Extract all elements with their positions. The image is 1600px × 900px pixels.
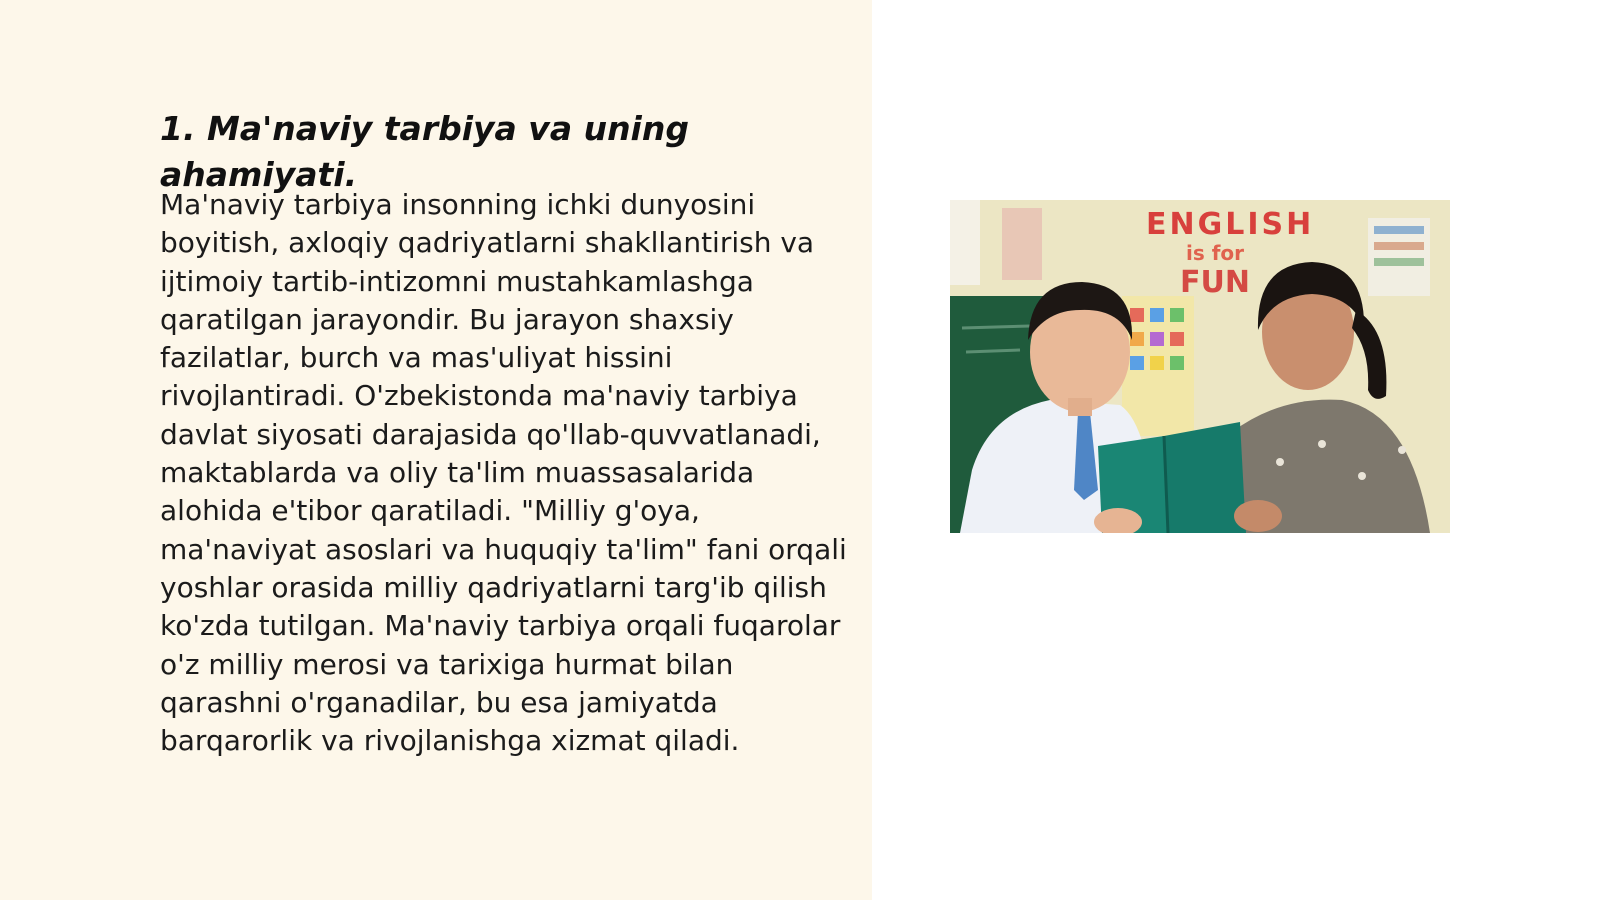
wall-poster-stripe-3	[1374, 258, 1424, 266]
chart-cell-1	[1130, 308, 1144, 322]
wall-text-is-for: is for	[1186, 241, 1245, 265]
wall-text-english: ENGLISH	[1146, 207, 1315, 242]
boy-neck	[1068, 398, 1092, 416]
wall-text-fun: FUN	[1180, 265, 1250, 300]
chart-cell-3	[1170, 308, 1184, 322]
body-paragraph: Ma'naviy tarbiya insonning ichki dunyosini boyitish, axloqiy qadriyatlarni shakllantirish va ijtimoiy tartib-intizomni mustahkamlashga qaratilgan jarayondir. Bu jarayon shaxsiy fazilatlar, burch va mas'uliyat hissini rivojlantiradi. O'zbekistonda ma'naviy tarbiya davlat siyosati darajasida qo'llab-quvvatlanadi, maktablarda va oliy ta'lim muassasalarida alohida e'tibor qaratiladi. "Milliy g'oya, ma'naviyat asoslari va huquqiy ta'lim" fani orqali yoshlar orasida milliy qadriyatlarni targ'ib qilish ko'zda tutilgan. Ma'naviy tarbiya orqali fuqarolar o'z milliy merosi va tarixiga hurmat bilan qarashni o'rganadilar, bu esa jamiyatda barqarorlik va rivojlanishga xizmat qiladi.	[160, 188, 847, 758]
sweater-dot-2	[1318, 440, 1326, 448]
classroom-photo	[950, 200, 1450, 533]
chart-cell-9	[1170, 356, 1184, 370]
chalk-line-2	[966, 350, 1020, 352]
chart-cell-2	[1150, 308, 1164, 322]
wall-poster-pink	[1002, 208, 1042, 280]
chalk-line-1	[962, 326, 1030, 328]
chart-cell-8	[1150, 356, 1164, 370]
chart-cell-6	[1170, 332, 1184, 346]
wall-poster-left	[950, 200, 980, 285]
wall-poster-stripe-2	[1374, 242, 1424, 250]
wall-poster-stripe-1	[1374, 226, 1424, 234]
slide-title: 1. Ma'naviy tarbiya va uning ahamiyati.	[160, 109, 689, 194]
book-right-cover	[1164, 422, 1246, 533]
chart-cell-4	[1130, 332, 1144, 346]
sweater-dot-3	[1358, 472, 1366, 480]
sweater-dot-4	[1398, 446, 1406, 454]
sweater-dot-1	[1276, 458, 1284, 466]
woman-hand	[1234, 500, 1282, 532]
chart-cell-5	[1150, 332, 1164, 346]
classroom-illustration	[950, 200, 1450, 533]
chart-cell-7	[1130, 356, 1144, 370]
